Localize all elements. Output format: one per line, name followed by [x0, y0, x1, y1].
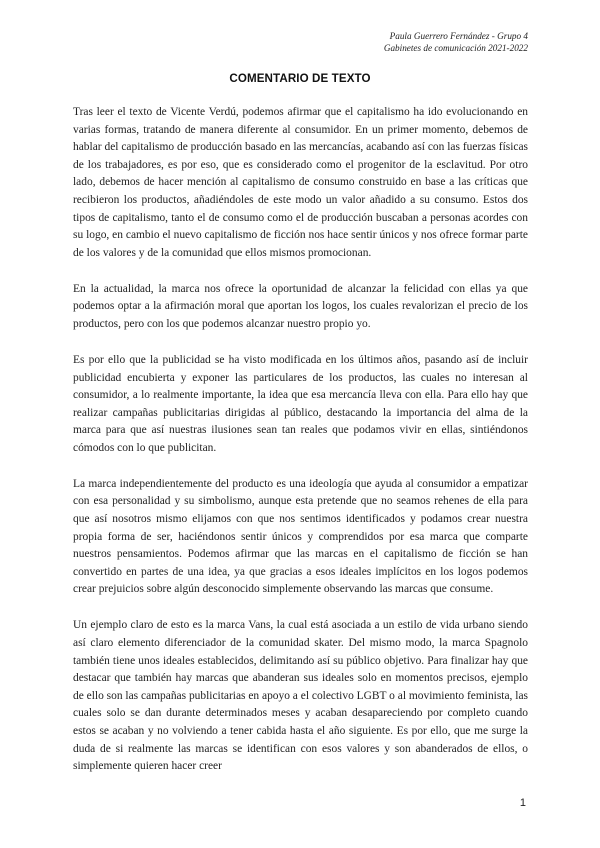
header-author-group: Paula Guerrero Fernández - Grupo 4 [389, 31, 528, 41]
header-course: Gabinetes de comunicación 2021-2022 [383, 43, 528, 53]
paragraph: Es por ello que la publicidad se ha visto modificada en los últimos años, pasando así de incluir publicidad encubierta y exponer las particulares de los productos, las cuales no interesan al consumidor, a lo realmente importante, la idea que esa mercancía lleva con ella. Para ello hay que realizar campañas publicitarias dirigidas al público, destacando la importancia del alma de la marca para que así nuestras ilusiones sean tan reales que podamos vivir en ellas, sintiéndonos cómodos con lo que publicitan. [73, 353, 528, 454]
page-header [384, 30, 528, 54]
paragraph: Tras leer el texto de Vicente Verdú, podemos afirmar que el capitalismo ha ido evolucionando en varias formas, tratando de manera diferente al consumidor. En un primer momento, debemos de hablar del capitalismo de producción basado en las mercancías, acabando así con las fuerzas físicas de los trabajadores, es por eso, que es considerado como el progenitor de la esclavitud. Por otro lado, debemos de hacer mención al capitalismo de consumo construido en base a las críticas que recibieron los productos, añadiéndoles de este modo un valor añadido a su consumo. Estos dos tipos de capitalismo, tanto el de consumo como el de producción buscaban a personas acordes con su logo, en cambio el nuevo capitalismo de ficción nos hace sentir únicos y nos ofrece formar parte de los valores y de la comunidad que ellos mismos promocionan. [73, 106, 528, 259]
paragraph: Un ejemplo claro de esto es la marca Vans, la cual está asociada a un estilo de vida urbano siendo así claro elemento diferenciador de la comunidad skater. Del mismo modo, la marca Spagnolo también tiene unos ideales establecidos, delimitando así su público objetivo. Para finalizar hay que destacar que también hay marcas que abanderan sus ideales solo en momentos precisos, ejemplo de ello son las campañas publicitarias en apoyo a el colectivo LGBT o al movimiento feminista, las cuales solo se dan durante determinados meses y acaban desapareciendo por completo cuando estos se acaban y no volviendo a tener cabida hasta el año siguiente. Es por ello, que me surge la duda de si realmente las marcas se identifican con esos valores y son abanderados de ellos, o simplemente quieren hacer creer [73, 619, 528, 773]
document-title: COMENTARIO DE TEXTO [229, 72, 371, 85]
page-number: 1 [519, 797, 526, 809]
paragraph: En la actualidad, la marca nos ofrece la oportunidad de alcanzar la felicidad con ellas ya que podemos optar a la afirmación moral que aportan los logos, los cuales revalorizan el precio de los productos, pero con los que podemos alcanzar nuestro propio yo. [73, 282, 528, 330]
document-body [73, 104, 528, 794]
paragraph: La marca independientemente del producto es una ideología que ayuda al consumidor a empatizar con esa personalidad y su simbolismo, aunque esta pretende que no seamos rehenes de ella para que así nosotros mismo elijamos con que nos sentimos identificados y podamos crear nuestra propia forma de ser, haciéndonos sentir únicos y comprendidos por esa marca que comparte nuestros pensamientos. Podemos afirmar que las marcas en el capitalismo de ficción se han convertido en partes de una idea, ya que gracias a esos ideales implícitos en los logos podemos crear prejuicios sobre algún desconocido simplemente observando las marcas que consume. [73, 477, 528, 596]
